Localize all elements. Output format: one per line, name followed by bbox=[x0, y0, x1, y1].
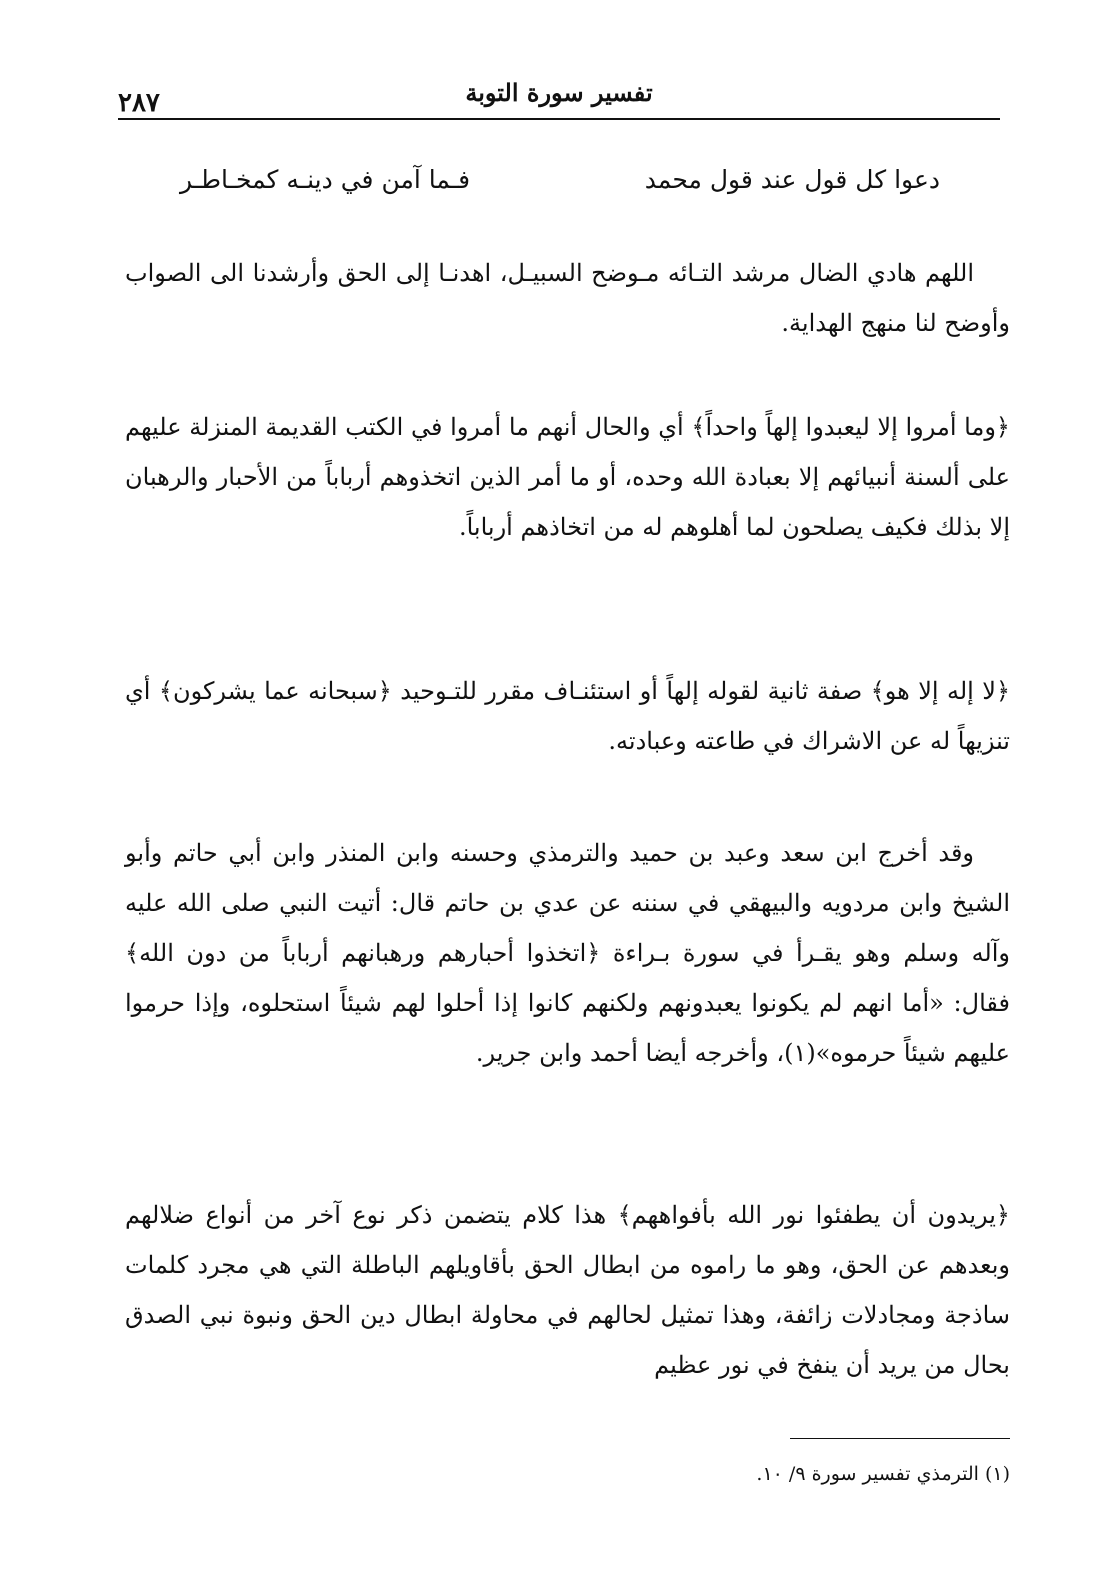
paragraph-text: وقد أخرج ابن سعد وعبد بن حميد والترمذي وحسنه وابن المنذر وابن أبي حاتم وأبو الشيخ وابن مردويه والبيهقي في سننه عن عدي بن حاتم قال: أتيت النبي صلى الله عليه وآله وسلم وهو يقـرأ في سورة بـراءة ﴿اتخذوا أحبارهم ورهبانهم أرباباً من دون الله﴾ فقال: «أما انهم لم يكونوا يعبدونهم ولكنهم كانوا إذا أحلوا لهم شيئاً استحلوه، وإذا حرموا عليهم شيئاً حرموه»(١)، وأخرجه أيضا أحمد وابن جرير. bbox=[125, 839, 1011, 1067]
paragraph-commentary-worship bbox=[125, 402, 1010, 552]
page-header bbox=[118, 72, 1000, 116]
footnote-rule bbox=[790, 1438, 1010, 1439]
paragraph-text: اللهم هادي الضال مرشد التـائه مـوضح السبيـل، اهدنـا إلى الحق وأرشدنا الى الصواب وأوضح لنا منهج الهداية. bbox=[125, 259, 1010, 337]
paragraph-hadith bbox=[125, 828, 1010, 1078]
verse-hemistich-first: دعوا كل قول عند قول محمد bbox=[644, 165, 940, 194]
page-number: ٢٨٧ bbox=[118, 88, 160, 118]
paragraph-text: ﴿وما أمروا إلا ليعبدوا إلهاً واحداً﴾ أي والحال أنهم ما أمروا في الكتب القديمة المنزلة عليهم على ألسنة أنبيائهم إلا بعبادة الله وحده، أو ما أمر الذين اتخذوهم أرباباً من الأحبار والرهبان إلا بذلك فكيف يصلحون لما أهلوهم له من اتخاذهم أرباباً. bbox=[125, 413, 1010, 541]
paragraph-commentary-tawhid bbox=[125, 666, 1010, 766]
verse-hemistich-second: فـما آمن في دينـه كمخـاطـر bbox=[180, 165, 471, 194]
header-rule bbox=[118, 118, 1000, 120]
paragraph-text: ﴿لا إله إلا هو﴾ صفة ثانية لقوله إلهاً أو استئنـاف مقرر للتـوحيد ﴿سبحانه عما يشركون﴾ أي تنزيهاً له عن الاشراك في طاعته وعبادته. bbox=[125, 677, 1010, 755]
paragraph-prayer bbox=[125, 248, 1010, 348]
paragraph-text: ﴿يريدون أن يطفئوا نور الله بأفواههم﴾ هذا كلام يتضمن ذكر نوع آخر من أنواع ضلالهم وبعدهم عن الحق، وهو ما راموه من ابطال الحق بأقاويلهم الباطلة التي هي مجرد كلمات ساذجة ومجادلات زائفة، وهذا تمثيل لحالهم في محاولة ابطال دين الحق ونبوة نبي الصدق بحال من يريد أن ينفخ في نور عظيم bbox=[125, 1201, 1010, 1379]
paragraph-commentary-light bbox=[125, 1190, 1010, 1390]
poetry-verse bbox=[180, 150, 940, 210]
footnote: (١) الترمذي تفسير سورة ٩/ ١٠. bbox=[756, 1463, 1010, 1485]
running-title: تفسير سورة التوبة bbox=[465, 78, 653, 107]
